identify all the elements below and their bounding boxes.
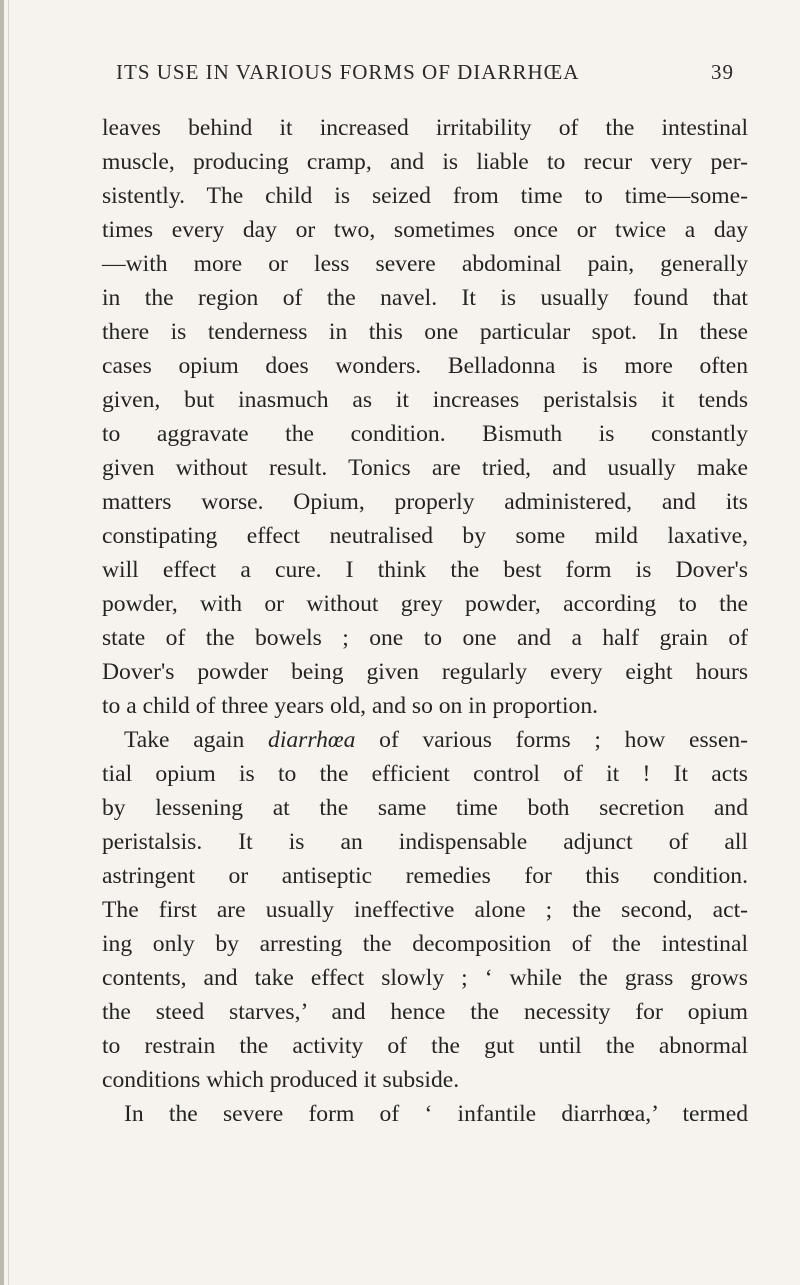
body-text (102, 111, 748, 1131)
running-head-title: ITS USE IN VARIOUS FORMS OF DIARRHŒA (116, 60, 580, 84)
paragraph-end-line: conditions which produced it subside. (102, 1067, 460, 1093)
text-line: ing only by arresting the decomposition of the intestinal (102, 931, 748, 957)
text-line: given without result. Tonics are tried, and usually make (102, 455, 748, 481)
text-line: to aggravate the condition. Bismuth is constantly (102, 421, 748, 447)
line-text-before: Take again (124, 727, 269, 753)
running-head (116, 60, 734, 92)
text-line: state of the bowels ; one to one and a half grain of (102, 625, 748, 651)
text-line: in the region of the navel. It is usually found that (102, 285, 748, 311)
text-line: tial opium is to the efficient control of it ! It acts (102, 761, 748, 787)
text-line: cases opium does wonders. Belladonna is more often (102, 353, 748, 379)
text-line: muscle, producing cramp, and is liable to recur very per- (102, 149, 748, 175)
text-line: the steed starves,’ and hence the necessity for opium (102, 999, 748, 1025)
italic-term: diarrhœa (268, 727, 356, 753)
page-number: 39 (711, 60, 734, 84)
text-line: The first are usually ineffective alone ; the second, act- (102, 897, 748, 923)
text-line: constipating effect neutralised by some mild laxative, (102, 523, 748, 549)
text-line: Dover's powder being given regularly every eight hours (102, 659, 748, 685)
text-line: given, but inasmuch as it increases peristalsis it tends (102, 387, 748, 413)
text-line: powder, with or without grey powder, according to the (102, 591, 748, 617)
text-line: will effect a cure. I think the best form is Dover's (102, 557, 748, 583)
text-line: by lessening at the same time both secretion and (102, 795, 748, 821)
text-line: sistently. The child is seized from time to time—some- (102, 183, 748, 209)
text-line: times every day or two, sometimes once or twice a day (102, 217, 748, 243)
page-edge-shadow (8, 0, 9, 1285)
page-edge (0, 0, 4, 1285)
line-text-after: of various forms ; how essen- (355, 727, 748, 753)
paragraph-start-line (102, 723, 748, 757)
text-line: —with more or less severe abdominal pain, generally (102, 251, 748, 277)
text-line: to restrain the activity of the gut until the abnormal (102, 1033, 748, 1059)
text-line: contents, and take effect slowly ; ‘ while the grass grows (102, 965, 748, 991)
text-line: leaves behind it increased irritability of the intestinal (102, 115, 748, 141)
text-line: matters worse. Opium, properly administered, and its (102, 489, 748, 515)
text-line: there is tenderness in this one particular spot. In these (102, 319, 748, 345)
text-line: peristalsis. It is an indispensable adjunct of all (102, 829, 748, 855)
paragraph-start-line: In the severe form of ‘ infantile diarrhœa,’ termed (124, 1101, 748, 1127)
text-line: astringent or antiseptic remedies for this condition. (102, 863, 748, 889)
paragraph-end-line: to a child of three years old, and so on in proportion. (102, 693, 599, 719)
